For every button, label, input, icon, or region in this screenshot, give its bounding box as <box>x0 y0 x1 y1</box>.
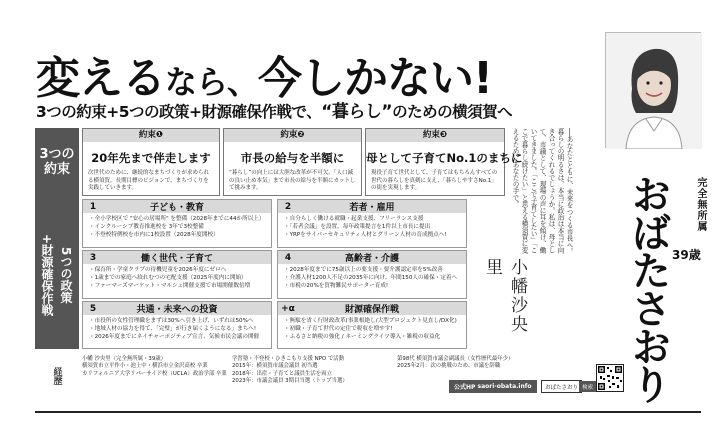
promises-label <box>35 128 79 196</box>
policy-card-4 <box>277 250 467 299</box>
bottom-divider <box>35 411 701 413</box>
search-box[interactable] <box>541 380 582 393</box>
policy-card-alpha <box>277 301 467 349</box>
policy-number: +α <box>281 303 295 314</box>
policy-item: ・保育所・学童クラブの待機児童を2026年度にゼロへ <box>89 267 227 273</box>
qr-pattern-icon <box>597 365 623 391</box>
policy-card-3 <box>82 250 272 299</box>
policy-item: ・ふるさと納税の強化 / ネーミングライツ導入・雑税の収益化 <box>284 334 441 341</box>
promise-desc: 次世代のために、継続的なまちづくりが求められる横須賀。長期目標のビジョンで、まちづくりを実践していきます。 <box>88 170 209 191</box>
policy-item: ・初職・子育て世代の定住で税収を増やす! <box>284 326 393 333</box>
policy-card-2 <box>277 199 467 248</box>
bio-line: 学習塾・不登校・ひきこもり支援 NPO で活動 <box>232 356 344 362</box>
policy-card-5 <box>82 301 272 349</box>
promise-label: 約束❶ <box>83 129 219 142</box>
portrait-icon <box>606 33 702 149</box>
bio-col-1 <box>82 356 227 378</box>
bio-line: 横須賀市立平作小・池上中・横浜市立金沢高校 卒業 <box>82 363 208 370</box>
policy-item: ・全小学校区で "安心の居場所" を整備（2028年までに44か所以上） <box>89 216 265 222</box>
policy-title: 共通・未来への投資 <box>136 305 218 315</box>
hp-url[interactable]: saori-obata.info <box>477 383 532 390</box>
policy-number: 1 <box>89 201 97 212</box>
policy-number: 2 <box>284 201 292 212</box>
policy-number: 5 <box>89 303 97 314</box>
promise-card-1 <box>82 128 220 196</box>
bio-line: 第98代 横須賀市議会副議長（女性歴代最年少） <box>397 356 514 362</box>
promise-card-2 <box>223 128 362 196</box>
policy-title: 働く世代・子育て <box>140 254 213 264</box>
promise-desc: “暮らし”の向上には大胆な改革が不可欠。「人口減の良い止め本気」まで市長の給与を半額にカットして挑みます。 <box>229 170 356 191</box>
policy-item: ・「若者会議」を設置、毎年政策提言を1件以上市長に提出 <box>284 224 431 231</box>
promises-label-line2: 約束 <box>43 162 70 177</box>
policy-title: 若者・雇用 <box>349 203 395 213</box>
policy-number: 4 <box>284 252 292 263</box>
candidate-message: ──あなたとともに、未来をつくる市長へ。暮らしの明るさは、本当に政治は本当に向き合ってくれるでしょうか。私は、母として、市議として、現場の声に耳を傾け、働いてきました。「ここで子育てしたい」「ここで暮らし続けたい」と思える横須賀に変えるため、あなたの手で。 <box>511 128 573 255</box>
candidate-name: おばたさおり <box>625 174 671 402</box>
hp-label: 公式HP <box>454 384 476 391</box>
policy-item: ・自分らしく働ける就職・起業支援、フリーランス支援 <box>284 216 424 222</box>
policy-number: 3 <box>89 252 97 263</box>
policy-item: ・地域人材の協力を得て、「完璧」が行き届くようになる」まちへ! <box>89 326 257 333</box>
subheadline <box>36 97 512 122</box>
search-term: おばたさおり <box>545 384 579 391</box>
official-hp-badge[interactable] <box>449 380 537 393</box>
policy-item: ・ファーマーズマーケット・マルシェ開催支援で市場開催数倍増 <box>89 283 251 290</box>
bio-label: 経歴 <box>51 367 62 385</box>
policy-item: ・無駄を省く行財政改革(事業根絶し/大型プロジェクト見直し/DX化) <box>284 318 457 324</box>
promise-card-3 <box>365 128 523 196</box>
bio-line: 2018年：出産・子育てと議員生活を両立 <box>232 370 332 377</box>
qr-code-icon[interactable] <box>596 364 624 392</box>
headline-part1: 変える <box>36 53 165 104</box>
search-button[interactable]: 検索 <box>579 381 596 392</box>
bio-col-2 <box>232 356 382 385</box>
bio-col-3 <box>397 356 557 371</box>
policy-item: ・2028年度までに75歳以上の要支援・要介護認定率を5%改善 <box>284 267 443 273</box>
headline-part2: なら、 <box>165 63 259 101</box>
policies-label <box>35 196 79 349</box>
bio-line: 2015年：横須賀市議会議員 初当選 <box>232 363 318 370</box>
candidate-age: 39歳 <box>672 248 701 262</box>
policy-item: ・市税の20%を買物難民サポーター育成! <box>284 283 389 290</box>
subheadline-tail: のための横須賀へ <box>392 103 513 121</box>
policy-item: ・インクルーシブ教育推進校を 3年で3校整備 <box>89 224 204 231</box>
promise-title: 母として子育てNo.1のまちに <box>366 151 523 165</box>
subheadline-quote: “暮らし” <box>321 102 393 122</box>
policy-item: ・1歳までの家庭へ絞れむつの宅配支援（2025年度内に開始） <box>89 275 247 282</box>
handwritten-signature: 小幡沙央里 <box>482 258 527 334</box>
policies-label-a: 5つの政策 <box>59 247 73 304</box>
candidate-tag: 完全無所属 <box>695 177 706 232</box>
bio-line: 2025年2月：次の挑戦のため、市議を辞職 <box>397 363 501 370</box>
promise-title: 市長の給与を半額に <box>240 151 345 165</box>
bio-line: 2023年：市議会議員 3期目当選（トップ当選） <box>232 377 348 384</box>
policy-item: ・介護人材1200人不足の2035年に向け、年間150人の確保・定着へ <box>284 275 458 282</box>
promises-label-line1: 3つの <box>39 147 75 162</box>
policy-title: 財源確保作戦 <box>344 305 399 315</box>
bio-line: 小幡 沙央里（完全無所属・39歳） <box>82 356 167 362</box>
policy-item: ・YRPをサイバーセキュリティ人材とグリーン人材の育成拠点へ! <box>284 232 447 239</box>
policy-item: ・2026年度までにネイチャーポジティブ宣言、気候市民会議の開催 <box>89 334 260 341</box>
promise-desc: 現役子育て世代として、子育てはもちろんすべての世代の暮らしを真剣に支え、「暮らしやすさNo.1」の街を実現します。 <box>371 170 498 191</box>
headline-part3: 今しかない! <box>258 53 493 104</box>
policy-item: ・不登校特例校を市内に1校設置（2028年度開校） <box>89 232 219 239</box>
policy-item: ・市役所の女性管理職をまずは30%へ引き上げ、いずれは50%へ <box>89 318 254 324</box>
bio-line: カリフォルニア大学リバーサイド校（UCLA）政治学部 卒業 <box>82 370 227 377</box>
promise-label: 約束❷ <box>224 129 361 142</box>
promise-title: 20年先まで伴走します <box>91 151 211 165</box>
subheadline-lead: 3つの約束+5つの政策+財源確保作戦で、 <box>36 103 322 121</box>
policy-title: 高齢者・介護 <box>344 254 399 264</box>
candidate-photo <box>605 32 701 148</box>
policy-card-1 <box>82 199 272 248</box>
promise-label: 約束❸ <box>366 129 504 142</box>
policies-label-b: +財源確保作戦 <box>40 234 54 317</box>
policy-title: 子ども・教育 <box>149 203 204 213</box>
